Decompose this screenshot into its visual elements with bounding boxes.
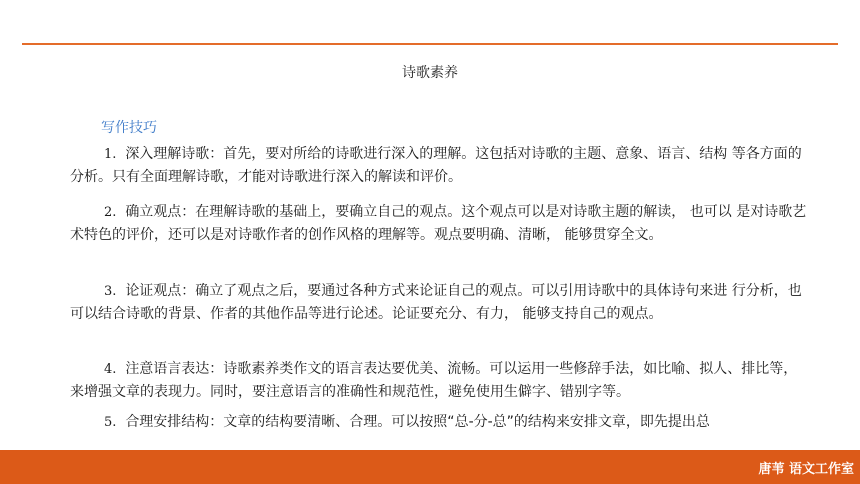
item-text: 注意语言表达：诗歌素养类作文的语言表达要优美、流畅。可以运用一些修辞手法，如比喻、拟人、排比等，来增强文章的表现力。同时，要注意语言的准确性和规范性，避免使用生僻字、错别字等。	[70, 361, 798, 400]
list-item-4	[70, 358, 810, 404]
list-item-5	[70, 411, 810, 434]
item-number: 1.	[104, 147, 117, 162]
item-number: 2.	[104, 205, 117, 220]
footer-bar	[0, 450, 860, 484]
section-heading: 写作技巧	[101, 120, 157, 136]
list-item-1	[70, 143, 810, 189]
item-number: 5.	[104, 415, 117, 430]
list-item-2	[70, 201, 810, 247]
page-title: 诗歌素养	[402, 65, 458, 81]
item-number: 4.	[104, 362, 117, 377]
item-number: 3.	[104, 284, 117, 299]
top-divider	[22, 43, 838, 45]
item-text: 深入理解诗歌：首先，要对所给的诗歌进行深入的理解。这包括对诗歌的主题、意象、语言、结构 等各方面的分析。只有全面理解诗歌，才能对诗歌进行深入的解读和评价。	[70, 146, 802, 185]
footer-brand: 唐苇 语文工作室	[758, 462, 854, 477]
item-text: 确立观点：在理解诗歌的基础上，要确立自己的观点。这个观点可以是对诗歌主题的解读， 也可以 是对诗歌艺术特色的评价，还可以是对诗歌作者的创作风格的理解等。观点要明确、清晰， 能够贯穿全文。	[70, 204, 807, 243]
list-item-3	[70, 280, 810, 326]
item-text: 合理安排结构：文章的结构要清晰、合理。可以按照“总-分-总”的结构来安排文章，即先提出总	[125, 414, 710, 430]
item-text: 论证观点：确立了观点之后，要通过各种方式来论证自己的观点。可以引用诗歌中的具体诗句来进 行分析，也可以结合诗歌的背景、作者的其他作品等进行论述。论证要充分、有力， 能够支持自己的观点。	[70, 283, 802, 322]
